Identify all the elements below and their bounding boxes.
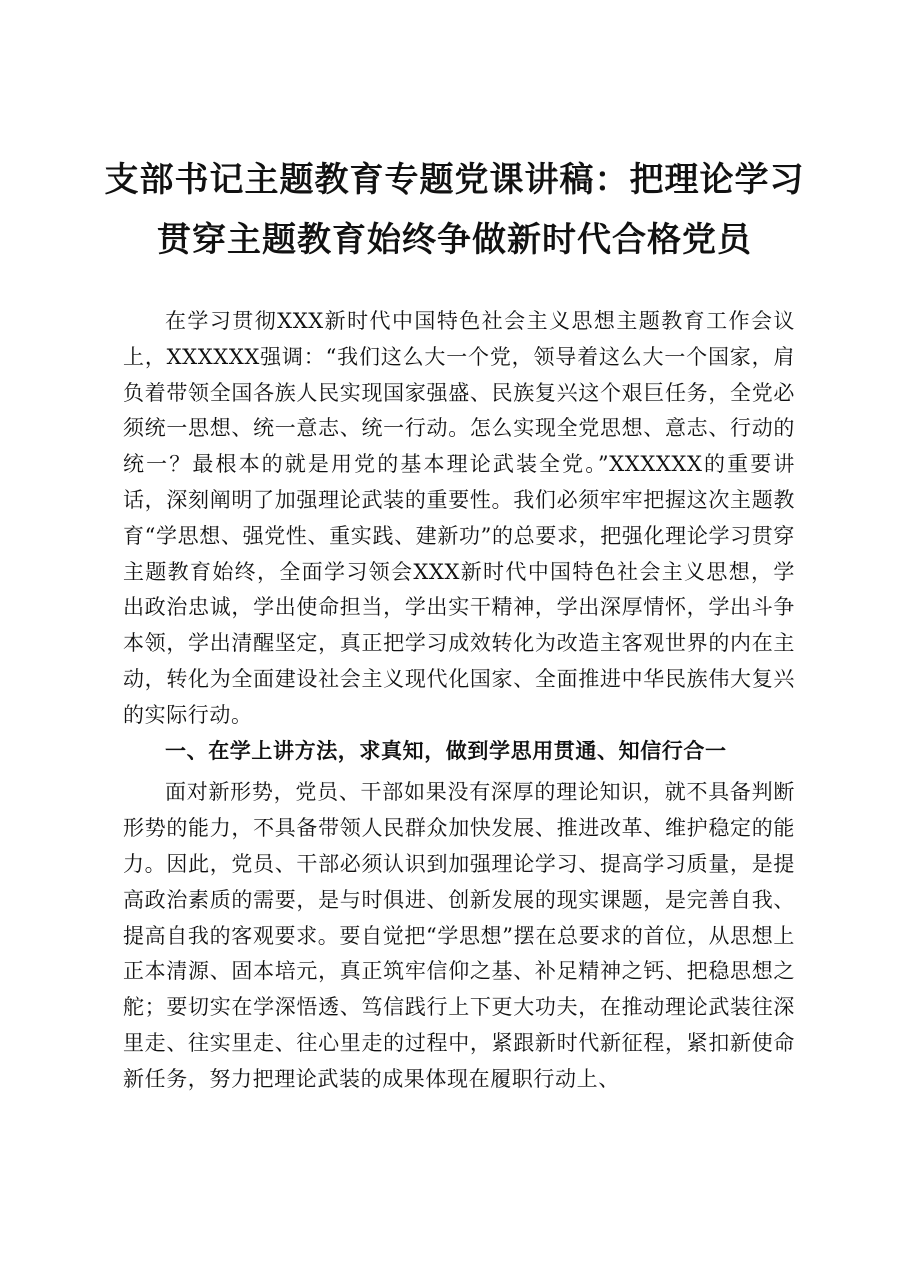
document-title	[100, 150, 809, 270]
intro-paragraph: 在学习贯彻XXX新时代中国特色社会主义思想主题教育工作会议上，XXXXXX强调：“我们这么大一个党，领导着这么大一个国家，肩负着带领全国各族人民实现国家强盛、民族复兴这个艰巨任务，全党必须统一思想、统一意志、统一行动。怎么实现全党思想、意志、行动的统一？最根本的就是用党的基本理论武装全党。”XXXXXX的重要讲话，深刻阐明了加强理论武装的重要性。我们必须牢牢把握这次主题教育“学思想、强党性、重实践、建新功”的总要求，把强化理论学习贯穿主题教育始终，全面学习领会XXX新时代中国特色社会主义思想，学出政治忠诚，学出使命担当，学出实干精神，学出深厚情怀，学出斗争本领，学出清醒坚定，真正把学习成效转化为改造主客观世界的内在主动，转化为全面建设社会主义现代化国家、全面推进中华民族伟大复兴的实际行动。	[123, 309, 795, 727]
section-1-paragraph: 面对新形势，党员、干部如果没有深厚的理论知识，就不具备判断形势的能力，不具备带领人民群众加快发展、推进改革、维护稳定的能力。因此，党员、干部必须认识到加强理论学习、提高学习质量，是提高政治素质的需要，是与时俱进、创新发展的现实课题，是完善自我、提高自我的客观要求。要自觉把“学思想”摆在总要求的首位，从思想上正本清源、固本培元，真正筑牢信仰之基、补足精神之钙、把稳思想之舵；要切实在学深悟透、笃信践行上下更大功夫，在推动理论武装往深里走、往实里走、往心里走的过程中，紧跟新时代新征程，紧扣新使命新任务，努力把理论武装的成果体现在履职行动上、	[123, 780, 795, 1091]
title-line-2: 贯穿主题教育始终争做新时代合格党员	[157, 220, 752, 260]
document-body	[123, 304, 795, 1098]
title-line-1: 支部书记主题教育专题党课讲稿：把理论学习	[104, 160, 805, 200]
section-heading-1: 一、在学上讲方法，求真知，做到学思用贯通、知信行合一	[165, 738, 727, 763]
